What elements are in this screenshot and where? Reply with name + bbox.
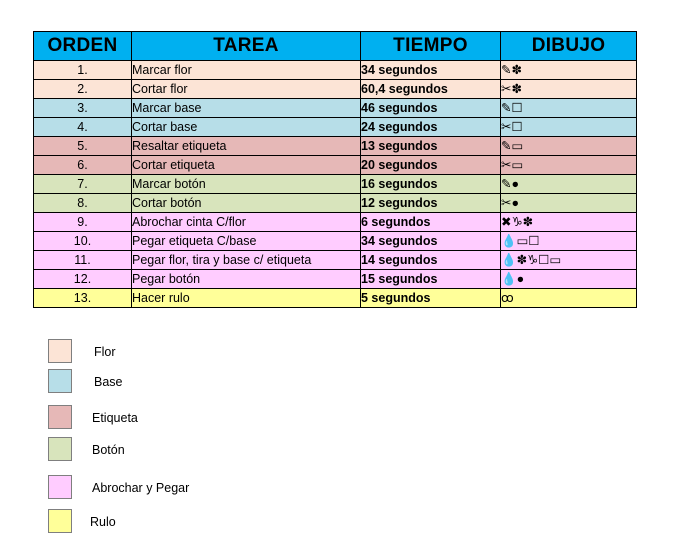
- header-orden: ORDEN: [34, 32, 132, 61]
- dibujo-cell: 💧▭☐: [501, 232, 637, 251]
- header-tiempo: TIEMPO: [361, 32, 501, 61]
- tarea-cell: Cortar etiqueta: [132, 156, 361, 175]
- legend-label: Etiqueta: [92, 411, 138, 425]
- legend-swatch: [48, 437, 72, 461]
- tiempo-cell: 14 segundos: [361, 251, 501, 270]
- table-row: [34, 156, 637, 175]
- dibujo-cell: 💧●: [501, 270, 637, 289]
- table-row: [34, 213, 637, 232]
- tiempo-cell: 12 segundos: [361, 194, 501, 213]
- tiempo-cell: 34 segundos: [361, 232, 501, 251]
- tarea-cell: Marcar flor: [132, 61, 361, 80]
- legend-swatch: [48, 369, 72, 393]
- table-row: [34, 251, 637, 270]
- tiempo-cell: 5 segundos: [361, 289, 501, 308]
- legend-label: Flor: [94, 345, 116, 359]
- legend-label: Botón: [92, 443, 125, 457]
- table-row: [34, 80, 637, 99]
- tarea-cell: Cortar botón: [132, 194, 361, 213]
- orden-cell: 12.: [34, 270, 132, 289]
- tarea-cell: Hacer rulo: [132, 289, 361, 308]
- dibujo-cell: ✂☐: [501, 118, 637, 137]
- legend-label: Base: [94, 375, 123, 389]
- tiempo-cell: 20 segundos: [361, 156, 501, 175]
- dibujo-cell: ✎☐: [501, 99, 637, 118]
- dibujo-cell: ✂▭: [501, 156, 637, 175]
- orden-cell: 10.: [34, 232, 132, 251]
- tarea-cell: Abrochar cinta C/flor: [132, 213, 361, 232]
- legend-swatch: [48, 405, 72, 429]
- tarea-cell: Marcar botón: [132, 175, 361, 194]
- table-row: [34, 137, 637, 156]
- dibujo-cell: ꝏ: [501, 289, 637, 308]
- header-dibujo: DIBUJO: [501, 32, 637, 61]
- tarea-cell: Pegar botón: [132, 270, 361, 289]
- orden-cell: 11.: [34, 251, 132, 270]
- orden-cell: 13.: [34, 289, 132, 308]
- legend-swatch: [48, 509, 72, 533]
- legend-label: Abrochar y Pegar: [92, 481, 190, 495]
- table-row: [34, 175, 637, 194]
- table-header-row: [34, 32, 637, 61]
- dibujo-cell: ✂●: [501, 194, 637, 213]
- dibujo-cell: ✎✽: [501, 61, 637, 80]
- orden-cell: 5.: [34, 137, 132, 156]
- tarea-cell: Marcar base: [132, 99, 361, 118]
- orden-cell: 8.: [34, 194, 132, 213]
- tiempo-cell: 6 segundos: [361, 213, 501, 232]
- tiempo-cell: 15 segundos: [361, 270, 501, 289]
- orden-cell: 2.: [34, 80, 132, 99]
- legend-item-abrochar: [48, 475, 348, 501]
- tarea-cell: Resaltar etiqueta: [132, 137, 361, 156]
- legend-item-etiqueta: [48, 405, 348, 431]
- header-tarea: TAREA: [132, 32, 361, 61]
- orden-cell: 3.: [34, 99, 132, 118]
- legend-item-boton: [48, 437, 348, 463]
- table-row: [34, 289, 637, 308]
- legend-swatch: [48, 339, 72, 363]
- dibujo-cell: ✂✽: [501, 80, 637, 99]
- orden-cell: 9.: [34, 213, 132, 232]
- tiempo-cell: 16 segundos: [361, 175, 501, 194]
- orden-cell: 1.: [34, 61, 132, 80]
- tiempo-cell: 34 segundos: [361, 61, 501, 80]
- table-row: [34, 232, 637, 251]
- orden-cell: 6.: [34, 156, 132, 175]
- dibujo-cell: 💧✽♑☐▭: [501, 251, 637, 270]
- tiempo-cell: 60,4 segundos: [361, 80, 501, 99]
- table-row: [34, 118, 637, 137]
- tarea-cell: Cortar base: [132, 118, 361, 137]
- table-row: [34, 61, 637, 80]
- tasks-table: [33, 31, 637, 308]
- tarea-cell: Cortar flor: [132, 80, 361, 99]
- legend-label: Rulo: [90, 515, 116, 529]
- dibujo-cell: ✎●: [501, 175, 637, 194]
- tarea-cell: Pegar etiqueta C/base: [132, 232, 361, 251]
- orden-cell: 7.: [34, 175, 132, 194]
- tiempo-cell: 24 segundos: [361, 118, 501, 137]
- tiempo-cell: 46 segundos: [361, 99, 501, 118]
- tiempo-cell: 13 segundos: [361, 137, 501, 156]
- table-row: [34, 99, 637, 118]
- dibujo-cell: ✎▭: [501, 137, 637, 156]
- legend-item-base: [48, 369, 348, 395]
- legend-swatch: [48, 475, 72, 499]
- dibujo-cell: ✖♑✽: [501, 213, 637, 232]
- table-row: [34, 270, 637, 289]
- legend-item-rulo: [48, 509, 348, 535]
- table-row: [34, 194, 637, 213]
- legend-item-flor: [48, 339, 348, 365]
- orden-cell: 4.: [34, 118, 132, 137]
- tarea-cell: Pegar flor, tira y base c/ etiqueta: [132, 251, 361, 270]
